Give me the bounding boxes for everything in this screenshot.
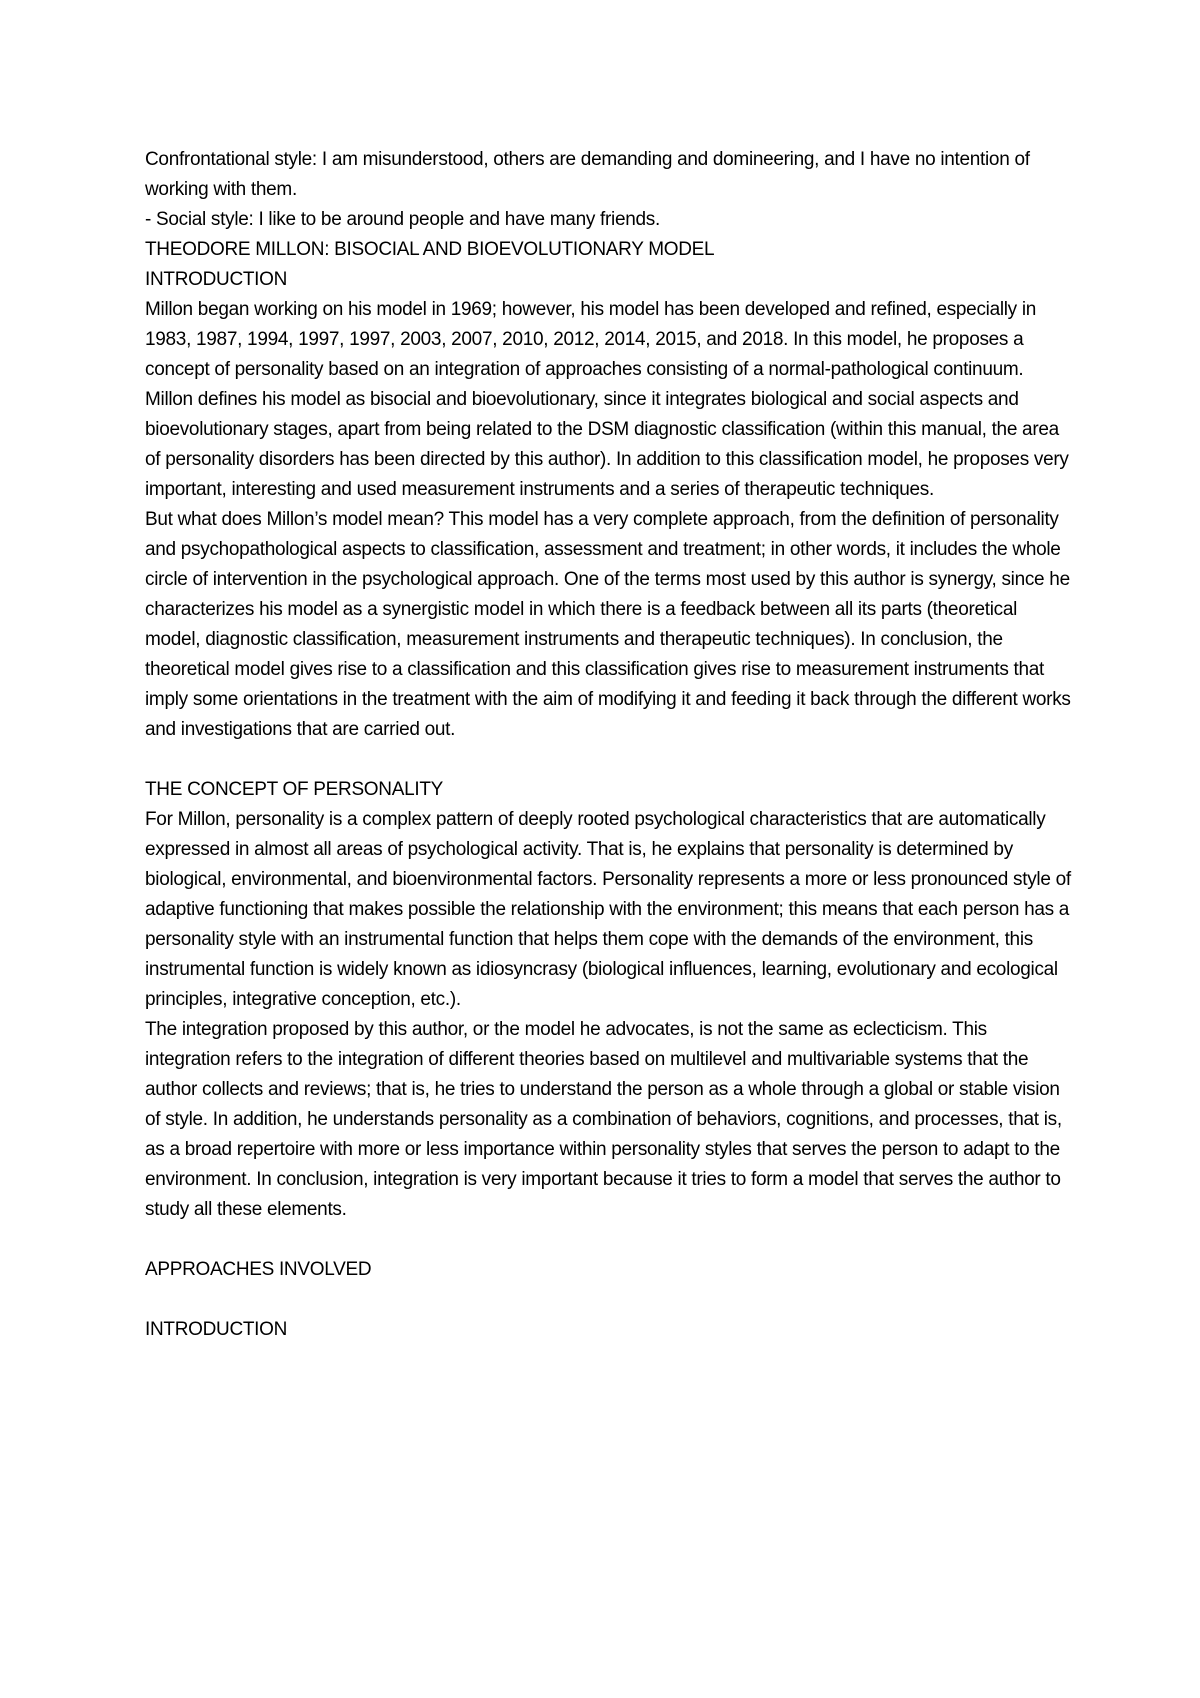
paragraph-spacer	[145, 745, 1075, 775]
heading-concept-of-personality: THE CONCEPT OF PERSONALITY	[145, 779, 444, 800]
paragraph-integration: The integration proposed by this author, or the model he advocates, is not the same as eclecticism. This integration refers to the integration of different theories based on multilevel and multivariable systems that the author collects and reviews; that is, he tries to understand the person as a whole through a global or stable vision of style. In addition, he understands personality as a combination of behaviors, cognitions, and processes, that is, as a broad repertoire with more or less importance within personality styles that serves the person to adapt to the environment. In conclusion, integration is very important because it tries to form a model that serves the author to study all these elements.	[145, 1019, 1062, 1220]
paragraph-social-style: - Social style: I like to be around people and have many friends.	[145, 209, 660, 230]
heading-approaches-involved: APPROACHES INVOLVED	[145, 1259, 372, 1280]
heading-introduction-2: INTRODUCTION	[145, 1319, 288, 1340]
paragraph-confrontational-style: Confrontational style: I am misunderstood, others are demanding and domineering, and I have no intention of working with them.	[145, 149, 1030, 200]
paragraph-millon-history: Millon began working on his model in 1969; however, his model has been developed and refined, especially in 1983, 1987, 1994, 1997, 1997, 2003, 2007, 2010, 2012, 2014, 2015, and 2018. In this model, he proposes a concept of personality based on an integration of approaches consisting of a normal-pathological continuum. Millon defines his model as bisocial and bioevolutionary, since it integrates biological and social aspects and bioevolutionary stages, apart from being related to the DSM diagnostic classification (within this manual, the area of personality disorders has been directed by this author). In addition to this classification model, he proposes very important, interesting and used measurement instruments and a series of therapeutic techniques.	[145, 299, 1069, 500]
paragraph-spacer	[145, 1225, 1075, 1255]
paragraph-millon-meaning: But what does Millon’s model mean? This model has a very complete approach, from the definition of personality and psychopathological aspects to classification, assessment and treatment; in other words, it includes the whole circle of intervention in the psychological approach. One of the terms most used by this author is synergy, since he characterizes his model as a synergistic model in which there is a feedback between all its parts (theoretical model, diagnostic classification, measurement instruments and therapeutic techniques). In conclusion, the theoretical model gives rise to a classification and this classification gives rise to measurement instruments that imply some orientations in the treatment with the aim of modifying it and feeding it back through the different works and investigations that are carried out.	[145, 509, 1071, 740]
document-body	[145, 145, 1075, 1345]
paragraph-personality-definition: For Millon, personality is a complex pattern of deeply rooted psychological characteristics that are automatically expressed in almost all areas of psychological activity. That is, he explains that personality is determined by biological, environmental, and bioenvironmental factors. Personality represents a more or less pronounced style of adaptive functioning that makes possible the relationship with the environment; this means that each person has a personality style with an instrumental function that helps them cope with the demands of the environment, this instrumental function is widely known as idiosyncrasy (biological influences, learning, evolutionary and ecological principles, integrative conception, etc.).	[145, 809, 1071, 1010]
heading-introduction: INTRODUCTION	[145, 269, 288, 290]
paragraph-spacer	[145, 1285, 1075, 1315]
heading-millon-model: THEODORE MILLON: BISOCIAL AND BIOEVOLUTIONARY MODEL	[145, 239, 715, 260]
